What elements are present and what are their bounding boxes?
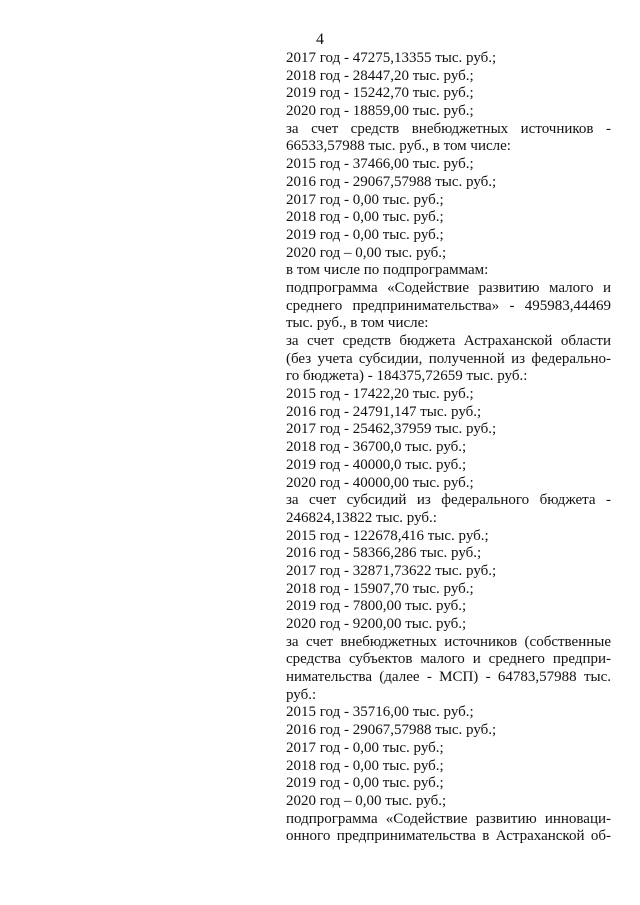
text-line: 2017 год - 0,00 тыс. руб.;	[286, 191, 444, 208]
text-line: 2016 год - 29067,57988 тыс. руб.;	[286, 722, 497, 739]
text-line: 2018 год - 28447,20 тыс. руб.;	[286, 67, 474, 84]
text-line: 2016 год - 24791,147 тыс. руб.;	[286, 403, 482, 420]
text-line: 2019 год - 15242,70 тыс. руб.;	[286, 85, 474, 102]
text-line: 2019 год - 40000,0 тыс. руб.;	[286, 456, 467, 473]
document-body	[286, 50, 611, 846]
text-line: 2017 год - 47275,13355 тыс. руб.;	[286, 50, 497, 66]
page-number: 4	[316, 31, 324, 48]
text-line: подпрограмма «Содействие развитию инноваци-	[286, 810, 611, 827]
text-line: нимательства (далее - МСП) - 64783,57988 тыс.	[286, 669, 611, 686]
text-line: 2019 год - 0,00 тыс. руб.;	[286, 775, 444, 792]
text-line: за счет субсидий из федерального бюджета -	[286, 492, 611, 509]
text-line: 2017 год - 32871,73622 тыс. руб.;	[286, 562, 497, 579]
text-line: 2015 год - 37466,00 тыс. руб.;	[286, 156, 474, 173]
text-line: 2020 год – 0,00 тыс. руб.;	[286, 792, 447, 809]
text-line: в том числе по подпрограммам:	[286, 262, 489, 279]
text-line: 2018 год - 15907,70 тыс. руб.;	[286, 580, 474, 597]
text-line: 2016 год - 58366,286 тыс. руб.;	[286, 545, 482, 562]
text-line: 2020 год - 9200,00 тыс. руб.;	[286, 616, 467, 632]
text-line: 66533,57988 тыс. руб., в том числе:	[286, 138, 511, 155]
text-line: 2015 год - 35716,00 тыс. руб.;	[286, 704, 474, 721]
text-line: за счет средств внебюджетных источников -	[286, 120, 611, 137]
text-line: 2020 год – 0,00 тыс. руб.;	[286, 244, 447, 261]
text-line: подпрограмма «Содействие развитию малого и	[286, 279, 611, 296]
text-line: 2017 год - 25462,37959 тыс. руб.;	[286, 421, 497, 438]
text-line: го бюджета) - 184375,72659 тыс. руб.:	[286, 368, 528, 385]
text-line: тыс. руб., в том числе:	[286, 315, 429, 332]
text-line: 2018 год - 0,00 тыс. руб.;	[286, 209, 444, 226]
text-line: онного предпринимательства в Астраханской об-	[286, 828, 611, 845]
text-line: 2019 год - 7800,00 тыс. руб.;	[286, 598, 467, 615]
text-line: 2019 год - 0,00 тыс. руб.;	[286, 226, 444, 243]
text-line: 2018 год - 36700,0 тыс. руб.;	[286, 439, 467, 456]
text-line: 2020 год - 40000,00 тыс. руб.;	[286, 474, 474, 491]
text-line: 2015 год - 17422,20 тыс. руб.;	[286, 386, 474, 403]
text-line: 2015 год - 122678,416 тыс. руб.;	[286, 527, 489, 544]
text-line: 246824,13822 тыс. руб.:	[286, 509, 437, 526]
text-line: 2016 год - 29067,57988 тыс. руб.;	[286, 173, 497, 190]
text-line: руб.:	[286, 686, 317, 703]
text-line: за счет внебюджетных источников (собственные	[286, 633, 611, 650]
text-line: 2017 год - 0,00 тыс. руб.;	[286, 739, 444, 756]
text-line: 2018 год - 0,00 тыс. руб.;	[286, 757, 444, 774]
text-line: 2020 год - 18859,00 тыс. руб.;	[286, 103, 474, 120]
text-line: (без учета субсидии, полученной из федерально-	[286, 350, 611, 367]
text-line: за счет средств бюджета Астраханской области	[286, 333, 611, 349]
text-line: среднего предпринимательства» - 495983,44469	[286, 297, 611, 314]
text-line: средства субъектов малого и среднего предпри-	[286, 651, 611, 668]
